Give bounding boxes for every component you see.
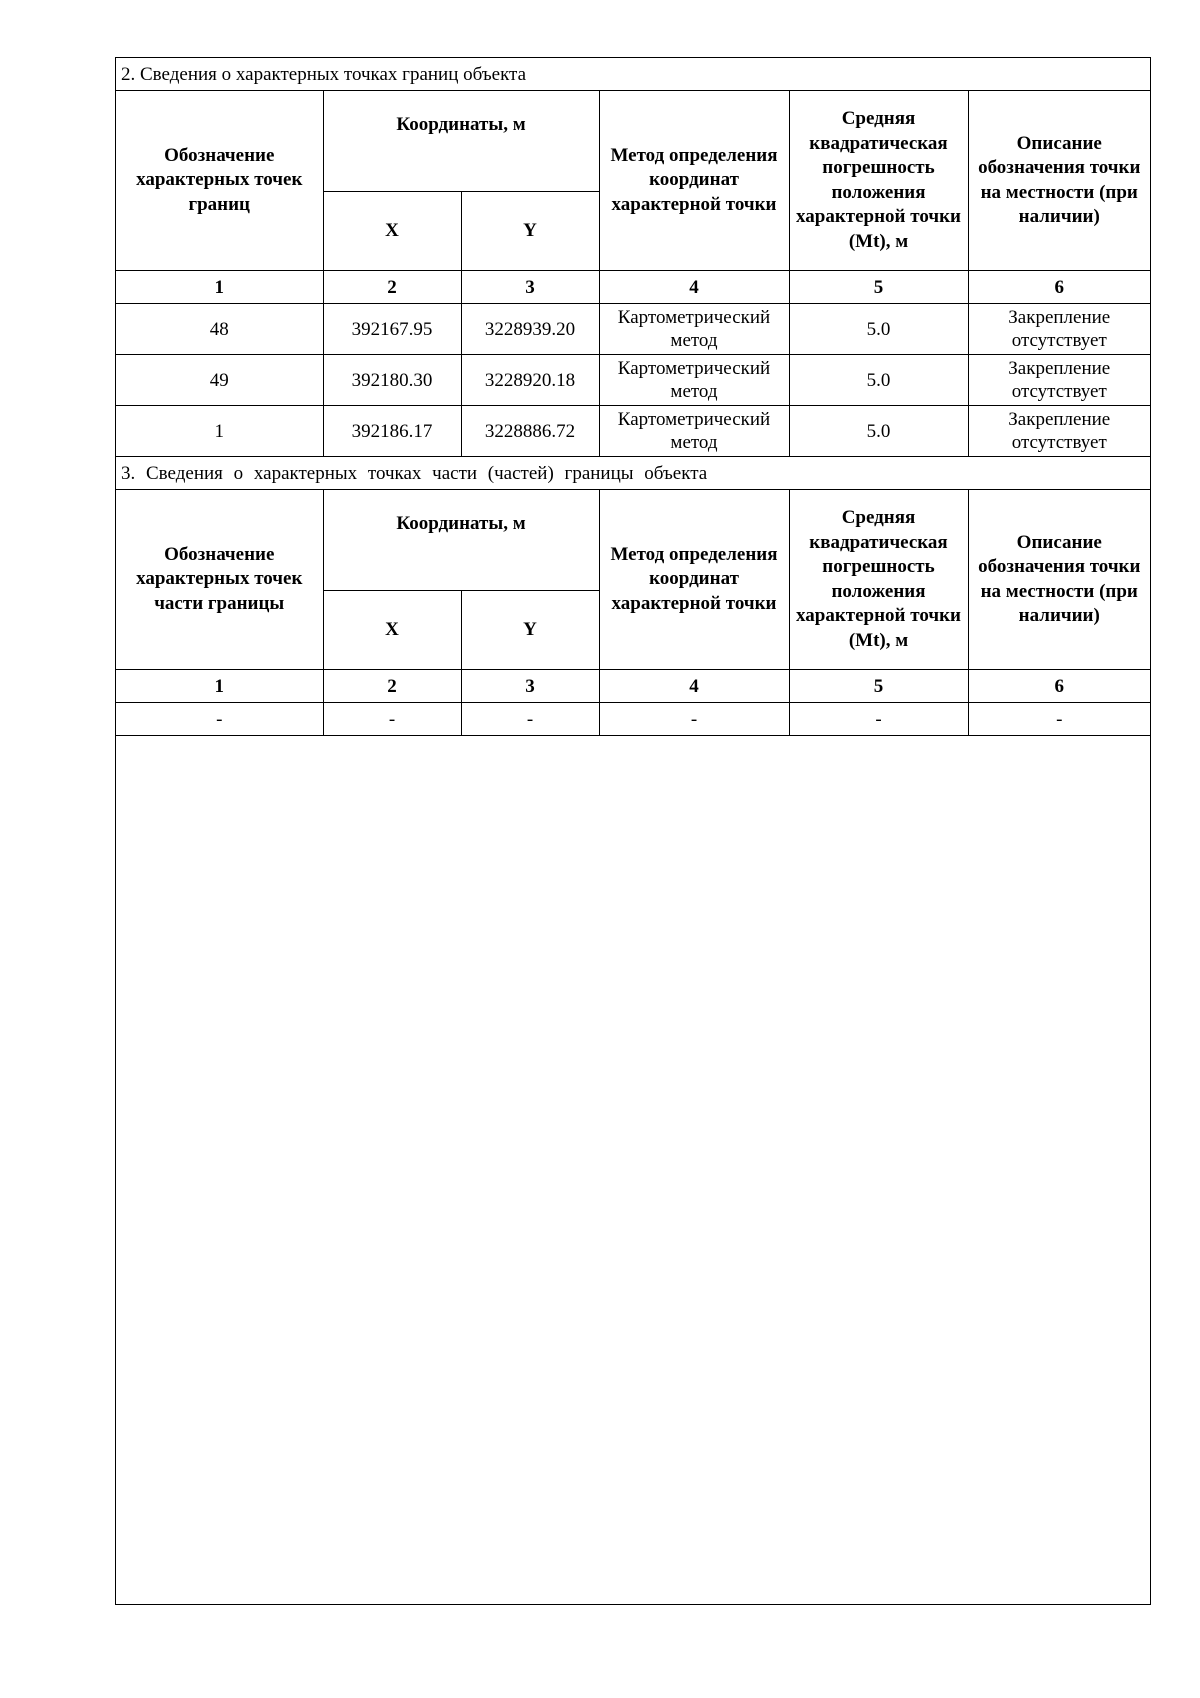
- header-description: Описание обозначения точки на местности (при наличии): [968, 91, 1150, 271]
- header-method: Метод определения координат характерной точки: [599, 490, 789, 670]
- header-description: Описание обозначения точки на местности (при наличии): [968, 490, 1150, 670]
- header-point-designation: Обозначение характерных точек границ: [116, 91, 323, 271]
- point-cell: 1: [116, 406, 323, 457]
- point-cell: 49: [116, 355, 323, 406]
- method-cell: -: [599, 703, 789, 736]
- header-x: X: [323, 192, 461, 271]
- col-number: 2: [323, 271, 461, 304]
- y-cell: 3228920.18: [461, 355, 599, 406]
- header-error: Средняя квадратическая погрешность положения характерной точки (Mt), м: [789, 490, 968, 670]
- table-row: [116, 703, 1150, 736]
- column-numbers-row: [116, 670, 1150, 703]
- desc-cell: Закрепление отсутствует: [968, 355, 1150, 406]
- method-cell: Картометрический метод: [599, 355, 789, 406]
- header-error: Средняя квадратическая погрешность положения характерной точки (Mt), м: [789, 91, 968, 271]
- col-number: 4: [599, 271, 789, 304]
- table-row: [116, 304, 1150, 355]
- desc-cell: Закрепление отсутствует: [968, 406, 1150, 457]
- section-3-title: 3. Сведения о характерных точках части (частей) границы объекта: [116, 457, 1150, 490]
- col-number: 6: [968, 271, 1150, 304]
- mt-cell: 5.0: [789, 406, 968, 457]
- header-coordinates: Координаты, м: [323, 91, 599, 192]
- x-cell: -: [323, 703, 461, 736]
- point-cell: 48: [116, 304, 323, 355]
- col-number: 3: [461, 670, 599, 703]
- mt-cell: 5.0: [789, 304, 968, 355]
- y-cell: 3228886.72: [461, 406, 599, 457]
- page-frame: [115, 57, 1151, 1605]
- col-number: 1: [116, 271, 323, 304]
- col-number: 4: [599, 670, 789, 703]
- header-x: X: [323, 591, 461, 670]
- desc-cell: Закрепление отсутствует: [968, 304, 1150, 355]
- section-2-title: 2. Сведения о характерных точках границ объекта: [116, 58, 1150, 91]
- column-numbers-row: [116, 271, 1150, 304]
- boundary-points-table: [116, 58, 1150, 457]
- col-number: 6: [968, 670, 1150, 703]
- desc-cell: -: [968, 703, 1150, 736]
- point-cell: -: [116, 703, 323, 736]
- x-cell: 392180.30: [323, 355, 461, 406]
- method-cell: Картометрический метод: [599, 304, 789, 355]
- boundary-part-points-table: [116, 457, 1150, 736]
- col-number: 5: [789, 670, 968, 703]
- col-number: 2: [323, 670, 461, 703]
- header-y: Y: [461, 591, 599, 670]
- header-method: Метод определения координат характерной точки: [599, 91, 789, 271]
- col-number: 3: [461, 271, 599, 304]
- y-cell: -: [461, 703, 599, 736]
- header-coordinates: Координаты, м: [323, 490, 599, 591]
- mt-cell: -: [789, 703, 968, 736]
- col-number: 1: [116, 670, 323, 703]
- col-number: 5: [789, 271, 968, 304]
- header-point-designation: Обозначение характерных точек части границы: [116, 490, 323, 670]
- y-cell: 3228939.20: [461, 304, 599, 355]
- table-row: [116, 355, 1150, 406]
- x-cell: 392167.95: [323, 304, 461, 355]
- x-cell: 392186.17: [323, 406, 461, 457]
- header-y: Y: [461, 192, 599, 271]
- mt-cell: 5.0: [789, 355, 968, 406]
- method-cell: Картометрический метод: [599, 406, 789, 457]
- table-row: [116, 406, 1150, 457]
